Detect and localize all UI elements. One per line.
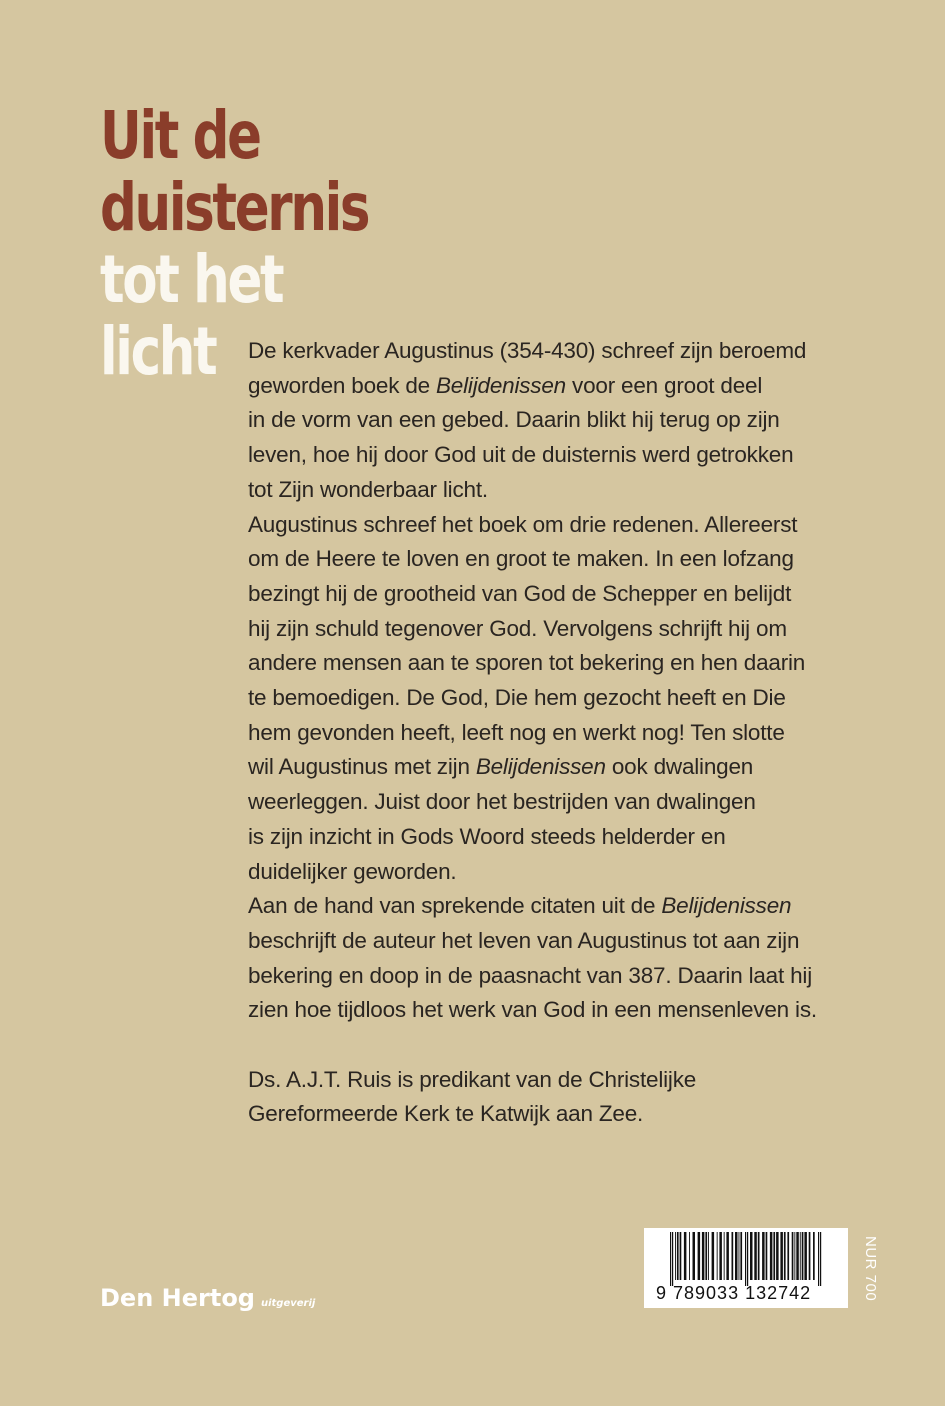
barcode-bar [794, 1232, 795, 1280]
text-line: Augustinus schreef het boek om drie redenen. Allereerst [248, 511, 798, 537]
text-line: beschrijft de auteur het leven van Augustinus tot aan zijn [248, 927, 800, 953]
text-line: andere mensen aan te sporen tot bekering en hen daarin [248, 650, 806, 676]
publisher-suffix: uitgeverij [260, 1298, 316, 1309]
text-line: is zijn inzicht in Gods Woord steeds helderder en [248, 823, 726, 849]
author-bio [248, 1063, 848, 1132]
barcode-bar [670, 1232, 671, 1286]
barcode-bar [739, 1232, 740, 1280]
barcode-bar [717, 1232, 718, 1280]
title-line-3: tot het [100, 241, 283, 318]
text-line: in de vorm van een gebed. Daarin blikt hij terug op zijn [248, 407, 780, 433]
isbn-barcode [644, 1228, 848, 1308]
barcode-bar [809, 1232, 811, 1280]
text-line: bekering en doop in de paasnacht van 387. Daarin laat hij [248, 962, 813, 988]
barcode-bar [792, 1232, 794, 1280]
text-line: zien hoe tijdloos het werk van God in een mensenleven is. [248, 997, 817, 1023]
barcode-bar [745, 1232, 746, 1286]
barcode-bar [702, 1232, 705, 1280]
barcode-bar [780, 1232, 783, 1280]
text-line: geworden boek de Belijdenissen voor een groot deel [248, 372, 763, 398]
barcode-bar [677, 1232, 679, 1280]
barcode-bar [672, 1232, 673, 1286]
barcode-bar [770, 1232, 773, 1280]
barcode-bar [776, 1232, 779, 1280]
barcode-bar [712, 1232, 715, 1280]
text-line: Aan de hand van sprekende citaten uit de Belijdenissen [248, 893, 792, 919]
barcode-bar [750, 1232, 753, 1280]
book-title-italic: Belijdenissen [661, 893, 792, 919]
barcode-bar [804, 1232, 807, 1280]
blurb [248, 334, 848, 1132]
barcode-bar [705, 1232, 707, 1280]
text-line: bezingt hij de grootheid van God de Schepper en belijdt [248, 580, 792, 606]
text-line: De kerkvader Augustinus (354-430) schreef zijn beroemd [248, 338, 807, 363]
paragraph-spacer [248, 1028, 848, 1063]
barcode-bar [762, 1232, 765, 1280]
blurb-paragraph-2 [248, 508, 848, 890]
barcode-bar [684, 1232, 687, 1280]
barcode-bar [732, 1232, 734, 1280]
barcode-bar [818, 1232, 819, 1286]
title-line-2: duisternis [100, 169, 369, 246]
blurb-paragraph-3 [248, 889, 848, 1028]
barcode-bar [784, 1232, 786, 1280]
text-line: weerleggen. Juist door het bestrijden van dwalingen [248, 789, 756, 815]
barcode-bar [802, 1232, 804, 1280]
title-line-1: Uit de [100, 97, 260, 174]
text-line: Ds. A.J.T. Ruis is predikant van de Christelijke [248, 1066, 697, 1092]
text-line: hij zijn schuld tegenover God. Vervolgens schrijft hij om [248, 615, 787, 641]
barcode-bar [693, 1232, 696, 1280]
barcode-bar [813, 1232, 815, 1280]
barcode-bar [787, 1232, 789, 1280]
book-title-italic: Belijdenissen [475, 754, 606, 780]
barcode-bar [680, 1232, 682, 1280]
book-title-italic: Belijdenissen [436, 372, 566, 398]
barcode-bar [698, 1232, 701, 1280]
barcode-bars [670, 1232, 822, 1286]
text-line: wil Augustinus met zijn Belijdenissen ook dwalingen [248, 754, 754, 780]
text-line: leven, hoe hij door God uit de duisternis werd getrokken [248, 442, 794, 468]
barcode-bar [773, 1232, 775, 1280]
publisher-name: Den Hertog [100, 1284, 255, 1312]
nur-code: NUR 700 [862, 1236, 879, 1302]
barcode-bar [747, 1232, 748, 1286]
blurb-paragraph-1 [248, 334, 848, 508]
barcode-bar [766, 1232, 768, 1280]
text-line: tot Zijn wonderbaar licht. [248, 476, 488, 502]
barcode-bar [719, 1232, 722, 1280]
publisher-logo [100, 1284, 315, 1312]
text-line: duidelijker geworden. [248, 858, 457, 884]
barcode-bar [800, 1232, 801, 1280]
barcode-bar [820, 1232, 821, 1286]
text-line: te bemoedigen. De God, Die hem gezocht heeft en Die [248, 685, 786, 711]
barcode-bar [724, 1232, 725, 1280]
barcode-bar [708, 1232, 709, 1280]
barcode-bar [754, 1232, 757, 1280]
barcode-bar [796, 1232, 799, 1280]
text-line: om de Heere te loven en groot te maken. In een lofzang [248, 546, 794, 572]
barcode-bar [689, 1232, 690, 1280]
barcode-bar [758, 1232, 760, 1280]
isbn-number: 9 789033 132742 [656, 1283, 812, 1303]
barcode-bar [675, 1232, 676, 1280]
title-line-4: licht [100, 313, 216, 390]
barcode-bar [726, 1232, 729, 1280]
barcode-bar [740, 1232, 742, 1280]
text-line: hem gevonden heeft, leeft nog en werkt nog! Ten slotte [248, 719, 785, 745]
text-line: Gereformeerde Kerk te Katwijk aan Zee. [248, 1101, 644, 1127]
barcode-bar [735, 1232, 738, 1280]
